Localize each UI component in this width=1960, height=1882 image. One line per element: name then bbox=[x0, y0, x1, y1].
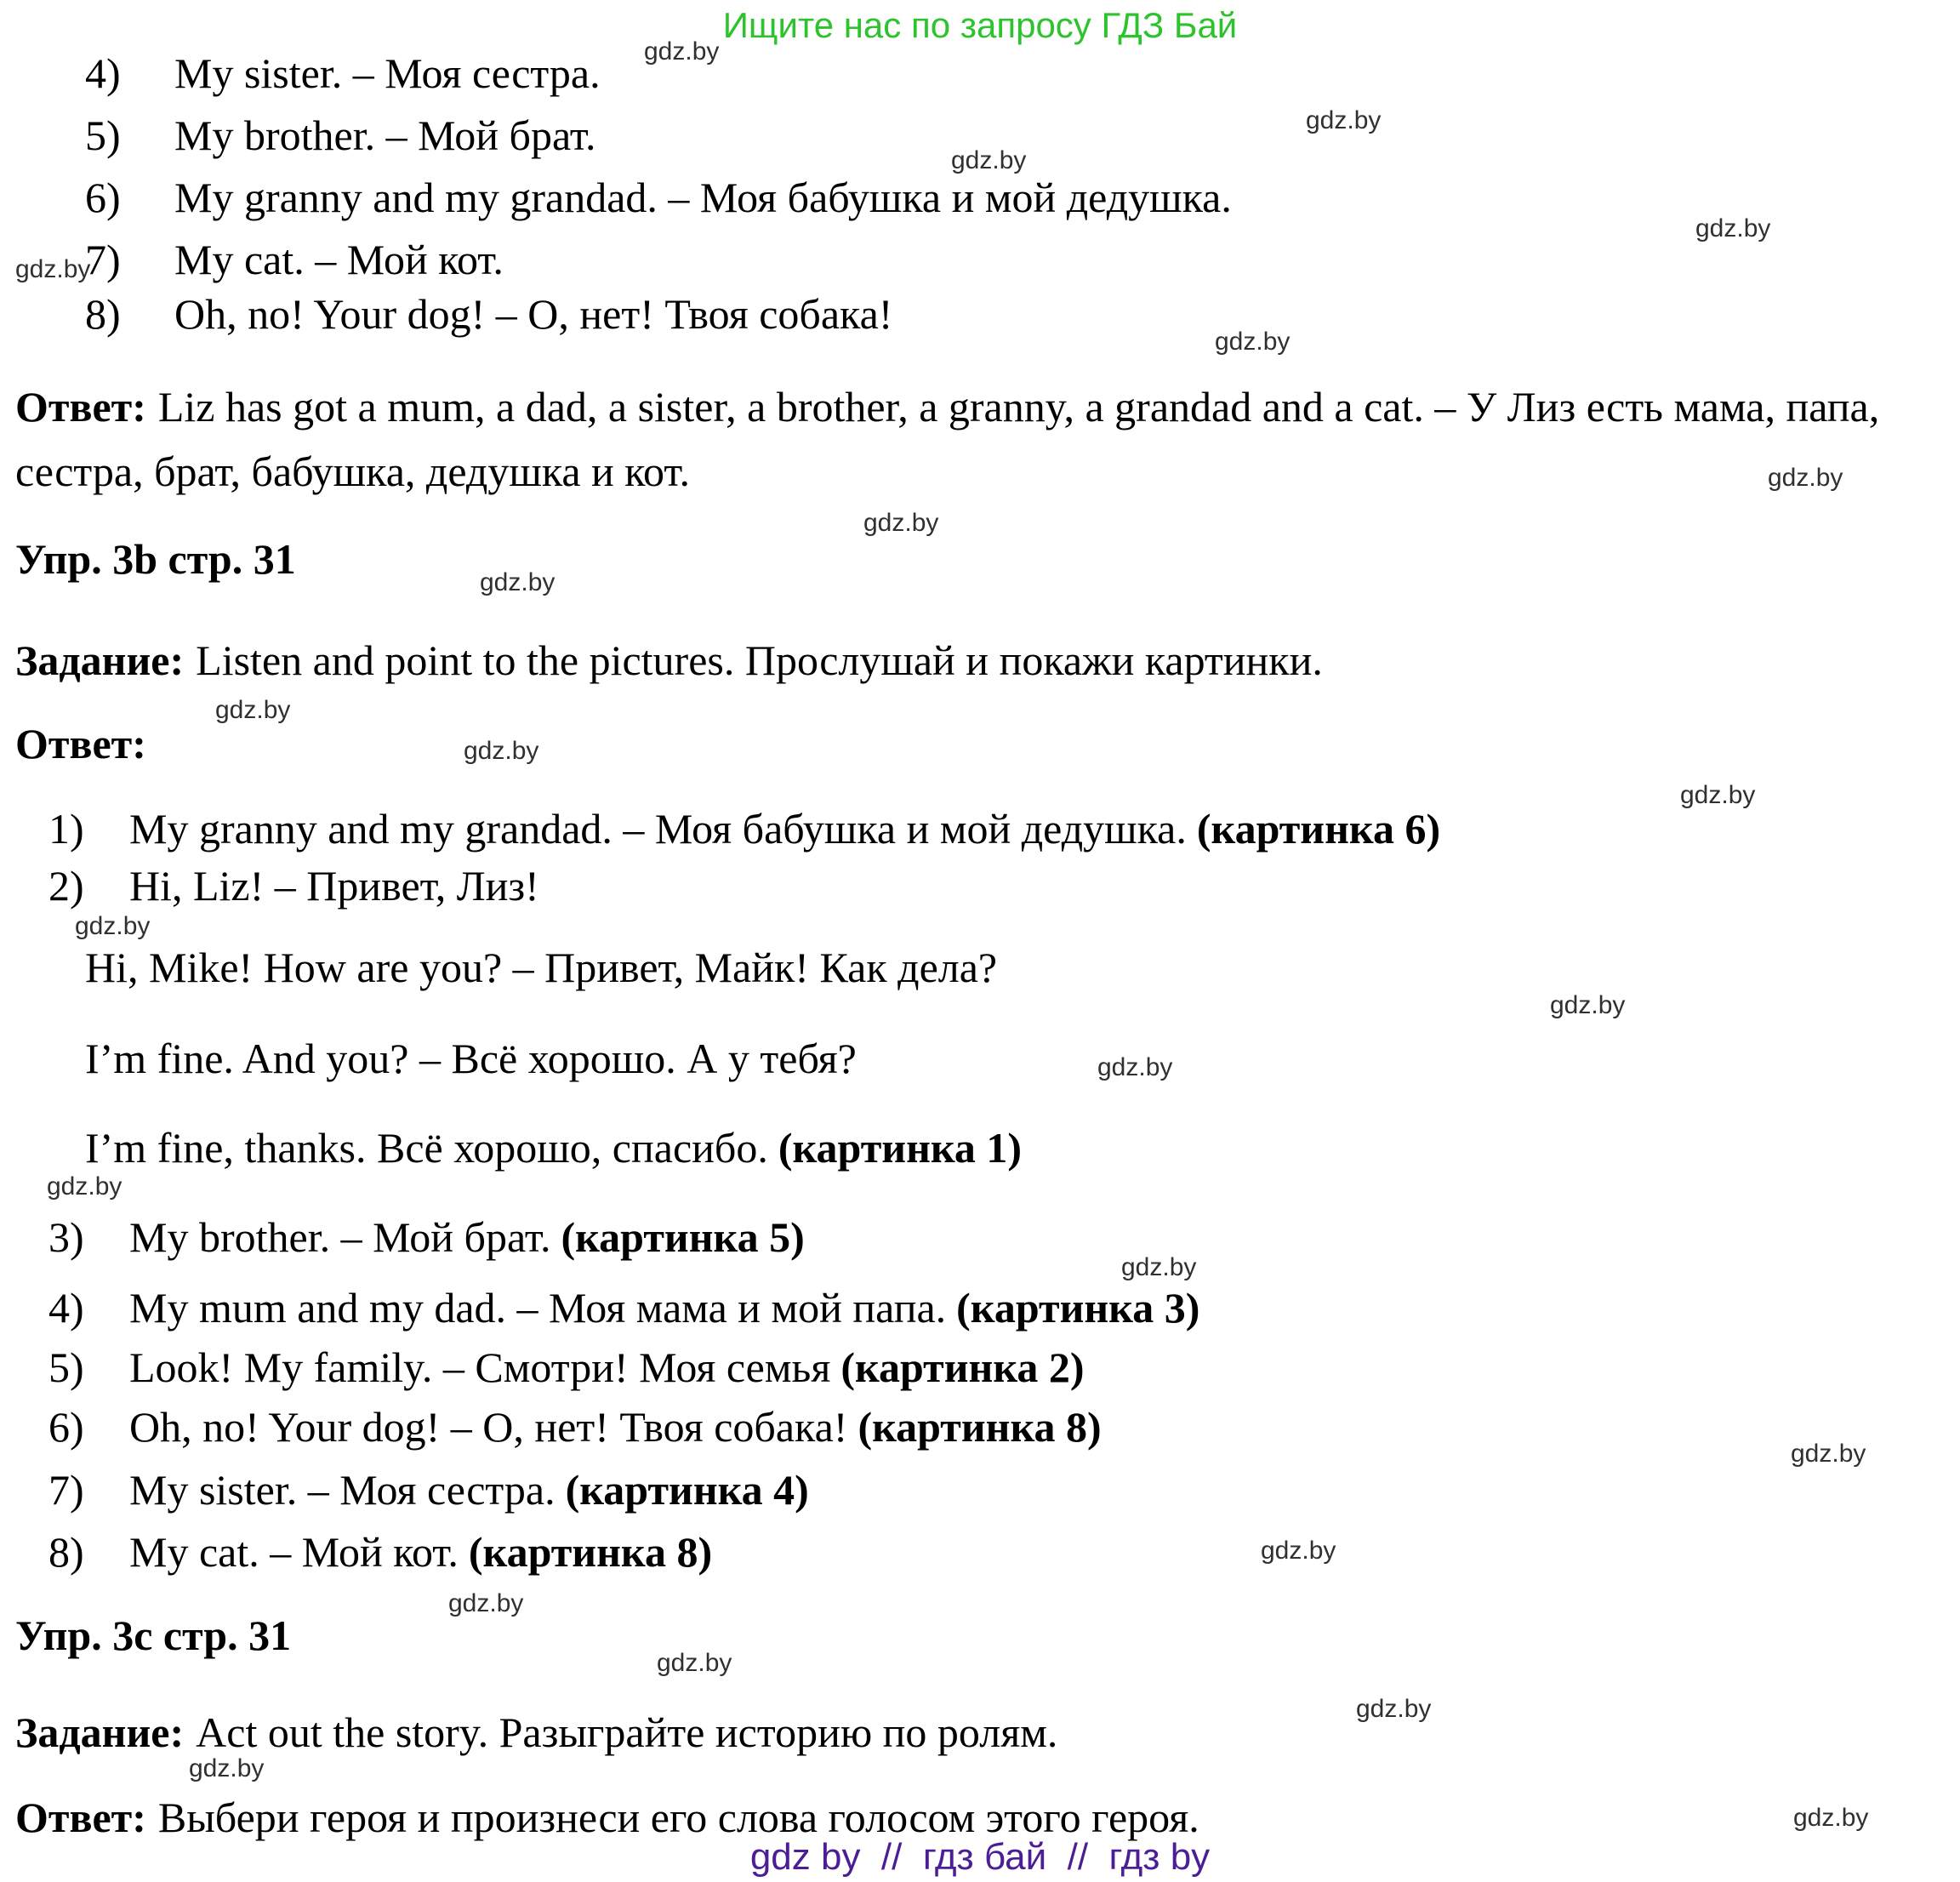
list-item bbox=[0, 861, 1951, 910]
picture-ref: (картинка 6) bbox=[1196, 805, 1441, 853]
gdz-watermark: gdz.by bbox=[15, 255, 91, 283]
item-text: I’m fine. And you? – Всё хорошо. А у тебя? bbox=[85, 1035, 857, 1082]
gdz-watermark: gdz.by bbox=[1550, 991, 1626, 1019]
list-item bbox=[0, 48, 1951, 98]
gdz-watermark: gdz.by bbox=[1680, 781, 1756, 809]
gdz-watermark: gdz.by bbox=[1097, 1053, 1173, 1081]
gdz-watermark: gdz.by bbox=[1306, 106, 1382, 134]
list-item bbox=[0, 173, 1951, 222]
task-paragraph-3c bbox=[15, 1700, 1948, 1765]
item-number: 1) bbox=[48, 805, 84, 853]
item-text: I’m fine, thanks. Всё хорошо, спасибо. bbox=[85, 1124, 768, 1172]
item-text: My sister. – Моя сестра. bbox=[129, 1466, 556, 1514]
item-number: 6) bbox=[48, 1403, 84, 1451]
gdz-watermark: gdz.by bbox=[1215, 328, 1291, 356]
gdz-watermark: gdz.by bbox=[464, 737, 539, 765]
promo-banner: Ищите нас по запросу ГДЗ Бай bbox=[722, 5, 1238, 45]
item-text: My cat. – Мой кот. bbox=[174, 236, 504, 283]
gdz-watermark: gdz.by bbox=[1356, 1695, 1432, 1723]
answer-label: Ответ: bbox=[15, 383, 146, 431]
gdz-watermark: gdz.by bbox=[1768, 464, 1843, 492]
item-text: My mum and my dad. – Моя мама и мой папа. bbox=[129, 1284, 947, 1332]
dialogue-line bbox=[0, 1123, 1951, 1172]
gdz-watermark: gdz.by bbox=[189, 1754, 265, 1782]
list-item bbox=[0, 289, 1951, 339]
list-item bbox=[0, 1212, 1951, 1262]
list-item bbox=[0, 1527, 1951, 1577]
dialogue-line bbox=[0, 943, 1951, 992]
gdz-watermark: gdz.by bbox=[863, 509, 939, 537]
picture-ref: (картинка 5) bbox=[561, 1213, 805, 1261]
task-text: Listen and point to the pictures. Прослушай и покажи картинки. bbox=[196, 636, 1323, 684]
gdz-watermark: gdz.by bbox=[1121, 1253, 1197, 1281]
answer-text: Выбери героя и произнеси его слова голосом этого героя. bbox=[157, 1794, 1199, 1841]
gdz-watermark: gdz.by bbox=[1793, 1804, 1869, 1832]
item-text: Oh, no! Your dog! – О, нет! Твоя собака! bbox=[129, 1403, 848, 1451]
item-number: 2) bbox=[48, 862, 84, 910]
answer-paragraph-3a bbox=[15, 374, 1948, 504]
picture-ref: (картинка 8) bbox=[858, 1403, 1102, 1451]
task-label: Задание: bbox=[15, 1708, 185, 1756]
item-text: My brother. – Мой брат. bbox=[174, 111, 596, 159]
list-item bbox=[0, 1343, 1951, 1392]
gdz-watermark: gdz.by bbox=[480, 568, 556, 596]
item-text: Hi, Liz! – Привет, Лиз! bbox=[129, 862, 539, 910]
footer-watermark: gdz by // гдз бай // гдз by bbox=[749, 1836, 1211, 1878]
task-label: Задание: bbox=[15, 636, 185, 684]
gdz-watermark: gdz.by bbox=[1261, 1537, 1336, 1565]
item-number: 4) bbox=[48, 1284, 84, 1332]
list-item bbox=[0, 1283, 1951, 1332]
gdz-watermark: gdz.by bbox=[448, 1589, 524, 1617]
picture-ref: (картинка 4) bbox=[565, 1466, 809, 1514]
item-number: 6) bbox=[85, 174, 121, 221]
item-text: Look! My family. – Смотри! Моя семья bbox=[129, 1343, 831, 1391]
picture-ref: (картинка 3) bbox=[956, 1284, 1200, 1332]
item-number: 8) bbox=[85, 290, 121, 338]
task-paragraph-3b bbox=[15, 628, 1948, 693]
list-item bbox=[0, 804, 1951, 853]
answer-label-3b: Ответ: bbox=[15, 720, 146, 767]
item-text: My brother. – Мой брат. bbox=[129, 1213, 551, 1261]
gdz-watermark: gdz.by bbox=[657, 1649, 732, 1677]
item-number: 4) bbox=[85, 49, 121, 97]
picture-ref: (картинка 8) bbox=[468, 1528, 713, 1576]
item-text: My sister. – Моя сестра. bbox=[174, 49, 601, 97]
gdz-watermark: gdz.by bbox=[1695, 214, 1771, 242]
gdz-watermark: gdz.by bbox=[644, 37, 720, 66]
gdz-watermark: gdz.by bbox=[215, 696, 291, 724]
exercise-heading-3b: Упр. 3b стр. 31 bbox=[15, 535, 296, 583]
gdz-watermark: gdz.by bbox=[75, 912, 151, 940]
list-item bbox=[0, 235, 1951, 284]
item-number: 7) bbox=[85, 236, 121, 283]
list-item bbox=[0, 1465, 1951, 1514]
gdz-watermark: gdz.by bbox=[1791, 1440, 1866, 1468]
list-item bbox=[0, 1402, 1951, 1451]
exercise-heading-3c: Упр. 3c стр. 31 bbox=[15, 1611, 292, 1659]
answer-text: Liz has got a mum, a dad, a sister, a brother, a granny, a grandad and a cat. – У Лиз есть мама, папа, сестра, брат, бабушка, дедушка и кот. bbox=[15, 383, 1880, 495]
picture-ref: (картинка 1) bbox=[778, 1124, 1023, 1172]
item-text: Hi, Mike! How are you? – Привет, Майк! Как дела? bbox=[85, 944, 998, 991]
answer-label: Ответ: bbox=[15, 1794, 146, 1841]
dialogue-line bbox=[0, 1034, 1951, 1083]
item-text: My granny and my grandad. – Моя бабушка и мой дедушка. bbox=[129, 805, 1187, 853]
item-number: 8) bbox=[48, 1528, 84, 1576]
item-number: 3) bbox=[48, 1213, 84, 1261]
item-number: 7) bbox=[48, 1466, 84, 1514]
gdz-watermark: gdz.by bbox=[951, 146, 1027, 174]
item-text: My granny and my grandad. – Моя бабушка и мой дедушка. bbox=[174, 174, 1232, 221]
item-text: Oh, no! Your dog! – О, нет! Твоя собака! bbox=[174, 290, 893, 338]
item-number: 5) bbox=[48, 1343, 84, 1391]
item-number: 5) bbox=[85, 111, 121, 159]
gdz-watermark: gdz.by bbox=[47, 1172, 122, 1200]
picture-ref: (картинка 2) bbox=[840, 1343, 1085, 1391]
task-text: Act out the story. Разыграйте историю по ролям. bbox=[196, 1708, 1058, 1756]
item-text: My cat. – Мой кот. bbox=[129, 1528, 459, 1576]
